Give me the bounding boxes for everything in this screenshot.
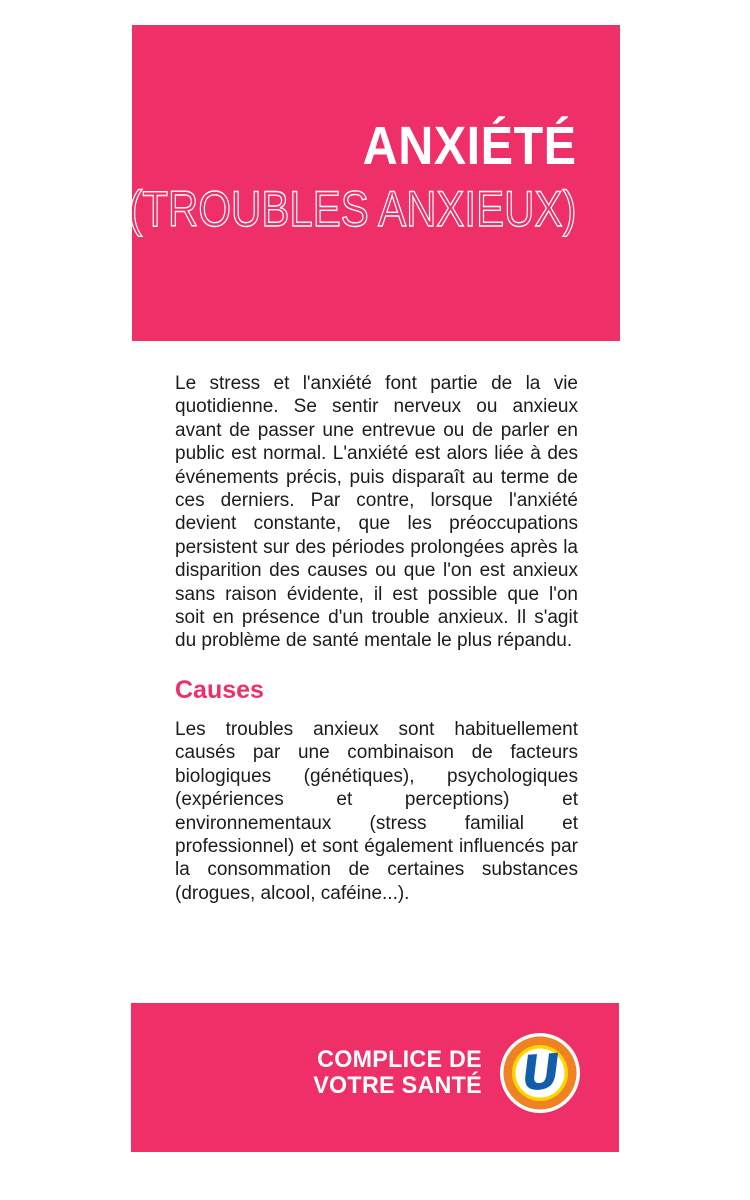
intro-paragraph: Le stress et l'anxiété font partie de la vie quotidienne. Se sentir nerveux ou anxieux avant de passer une entrevue ou de parler en public est normal. L'anxiété est alors liée à des événements précis, puis disparaît au terme de ces derniers. Par contre, lorsque l'anxiété devient constante, que les préoccupations persistent sur des périodes prolongées après la disparition des causes ou que l'on est anxieux sans raison évidente, il est possible que l'on soit en présence d'un trouble anxieux. Il s'agit du problème de santé mentale le plus répandu.	[175, 373, 578, 652]
page-title: ANXIÉTÉ	[362, 116, 576, 176]
footer-tagline-line1: COMPLICE DE	[317, 1045, 482, 1073]
logo-letter-u: U	[519, 1043, 563, 1103]
causes-heading: Causes	[175, 675, 264, 704]
title-block	[43, 117, 576, 235]
body-content	[175, 372, 578, 905]
causes-paragraph: Les troubles anxieux sont habituellement causés par une combinaison de facteurs biologiques (génétiques), psychologiques (expériences et perceptions) et environnementaux (stress familial et professionnel) et sont également influencés par la consommation de certaines substances (drogues, alcool, caféine...).	[175, 718, 578, 904]
page-subtitle: (TROUBLES ANXIEUX)	[127, 181, 576, 237]
footer-row	[308, 1033, 580, 1113]
footer-banner	[131, 1003, 619, 1152]
u-brand-logo-icon	[500, 1033, 580, 1113]
footer-tagline	[313, 1047, 482, 1100]
footer-tagline-line2: VOTRE SANTÉ	[313, 1072, 482, 1099]
header-banner	[127, 25, 620, 341]
